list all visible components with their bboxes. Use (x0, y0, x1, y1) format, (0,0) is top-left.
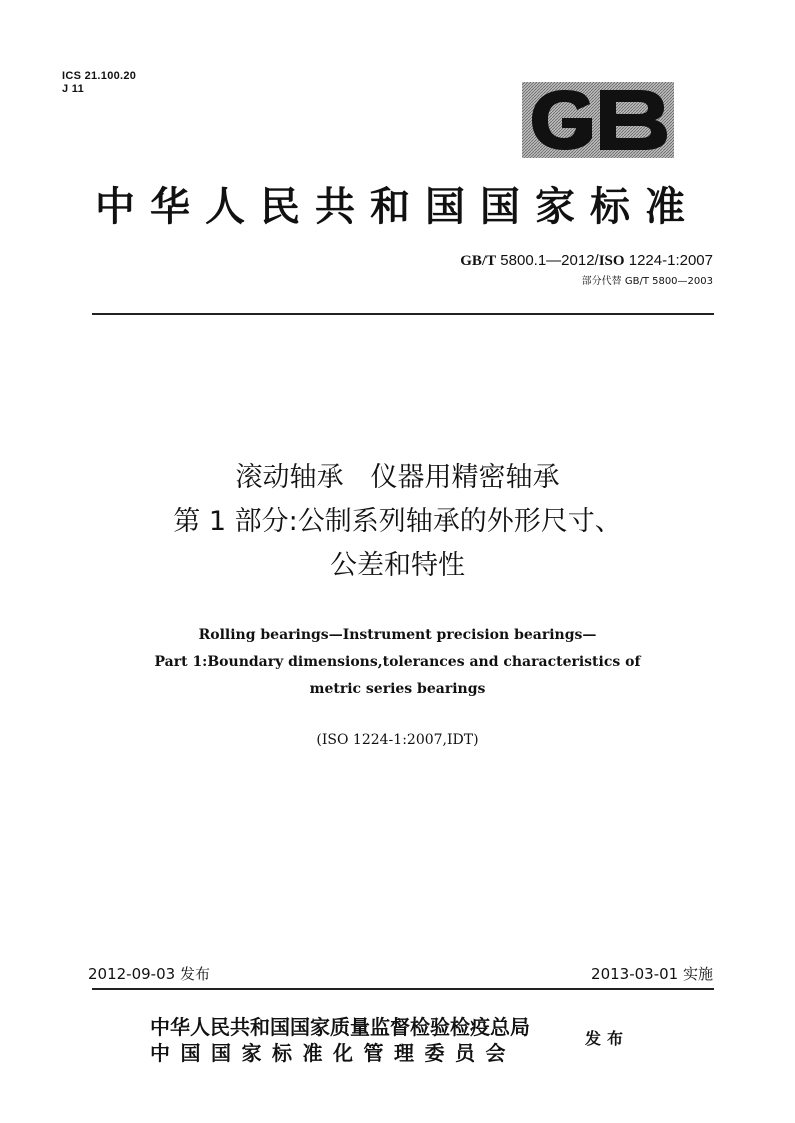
publish-date: 2012-09-03 发布 (88, 965, 210, 983)
release-label: 发布 (585, 1029, 630, 1048)
header-divider (92, 313, 714, 315)
replaces-note: 部分代替 GB/T 5800—2003 (581, 276, 713, 287)
english-title (0, 622, 795, 703)
chinese-title-line-1: 滚动轴承 仪器用精密轴承 (235, 462, 560, 493)
standard-prefix: GB/T (460, 253, 497, 269)
issuer-aqsiq: 中华人民共和国国家质量监督检验检疫总局 (150, 1015, 530, 1039)
iso-prefix: ISO (598, 253, 625, 269)
chinese-title-line-3: 公差和特性 (330, 550, 465, 581)
classification-code: J 11 (62, 83, 85, 95)
chinese-title (0, 456, 795, 588)
standard-number-main: 5800.1—2012/ (500, 252, 599, 269)
ics-code: ICS 21.100.20 (62, 70, 137, 82)
english-title-line-2: Part 1:Boundary dimensions,tolerances and characteristics of (154, 654, 641, 670)
gb-logo (522, 82, 674, 158)
ics-code-block (62, 70, 136, 96)
standard-category-title: 中华人民共和国国家标准 (95, 184, 700, 230)
english-title-line-3: metric series bearings (309, 681, 486, 697)
footer-divider (92, 988, 714, 990)
english-title-line-1: Rolling bearings—Instrument precision bearings— (198, 627, 597, 643)
chinese-title-line-2: 第 1 部分:公制系列轴承的外形尺寸、 (173, 506, 622, 537)
issuer-sac: 中国国家标准化管理委员会 (150, 1041, 516, 1065)
implement-date: 2013-03-01 实施 (591, 965, 713, 983)
iso-equivalence: (ISO 1224-1:2007,IDT) (316, 732, 479, 748)
iso-number: 1224-1:2007 (628, 252, 713, 269)
standard-number (460, 252, 713, 270)
issuing-authorities (150, 1014, 530, 1066)
